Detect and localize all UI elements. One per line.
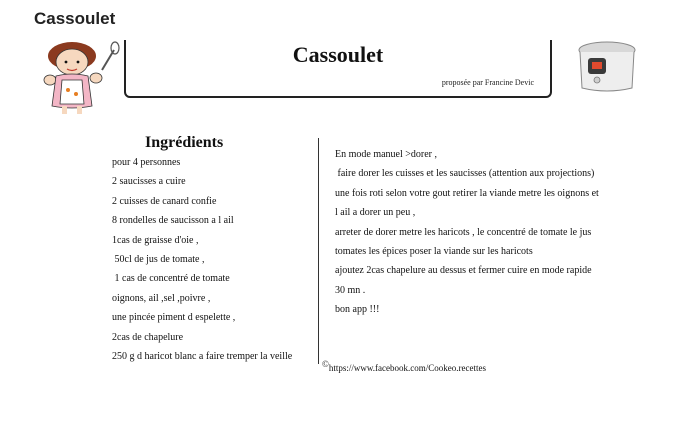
method-line: bon app !!! <box>335 304 380 316</box>
method-line: En mode manuel >dorer , <box>335 149 437 160</box>
method-line: une fois roti selon votre gout retirer la viande metre les oignons et <box>335 187 599 199</box>
cookeo-appliance-icon <box>572 40 642 94</box>
recipe-author: proposée par Francine Devic <box>441 78 534 87</box>
source-credit <box>322 359 486 373</box>
page-title: Cassoulet <box>34 9 116 28</box>
method-line: 30 mn . <box>335 284 366 296</box>
method-line: arreter de dorer metre les haricots , le concentré de tomate le jus <box>335 226 592 238</box>
source-url: https://www.facebook.com/Cookeo.recettes <box>328 363 486 373</box>
ingredient-line: pour 4 personnes <box>112 157 181 168</box>
column-divider <box>318 138 319 364</box>
copyright-symbol: © <box>322 359 329 369</box>
ingredient-line: 250 g d haricot blanc a faire tremper la veille <box>112 350 293 362</box>
ingredient-line: oignons, ail ,sel ,poivre , <box>112 292 211 304</box>
ingredient-line: 50cl de jus de tomate , <box>112 253 205 265</box>
method-line: faire dorer les cuisses et les saucisses (attention aux projections) <box>335 168 595 180</box>
ingredient-line: 2 saucisses a cuire <box>112 176 186 188</box>
ingredients-heading: Ingrédients <box>145 134 224 151</box>
ingredient-line: 2cas de chapelure <box>112 331 184 343</box>
ingredient-line: 2 cuisses de canard confie <box>112 195 217 207</box>
method-line: l ail a dorer un peu , <box>335 207 416 219</box>
recipe-title: Cassoulet <box>292 42 384 67</box>
ingredients-list <box>112 153 317 366</box>
ingredient-line: une pincée piment d espelette , <box>112 312 236 324</box>
method-line: ajoutez 2cas chapelure au dessus et fermer cuire en mode rapide <box>335 265 592 277</box>
method-line: tomates les épices poser la viande sur les haricots <box>335 245 533 257</box>
ingredient-line: 1 cas de concentré de tomate <box>112 273 230 285</box>
chef-mascot-illustration <box>36 40 122 116</box>
ingredient-line: 8 rondelles de saucisson a l ail <box>112 215 234 227</box>
method-steps <box>335 145 655 320</box>
recipe-header-box <box>124 40 552 98</box>
ingredient-line: 1cas de graisse d'oie , <box>112 234 199 246</box>
